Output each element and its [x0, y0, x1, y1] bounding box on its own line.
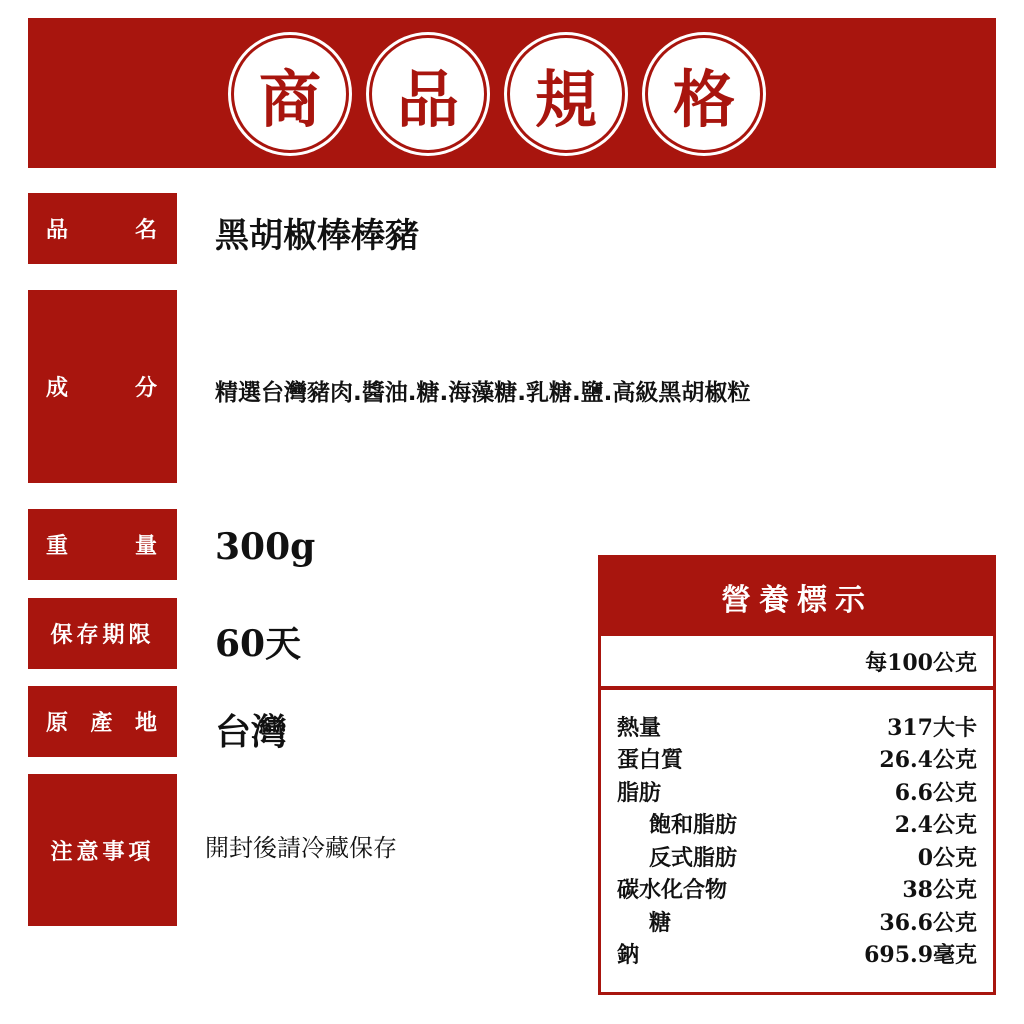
- ingredients-label: [28, 290, 177, 483]
- nutrient-name: 糖: [649, 909, 672, 936]
- nutrition-row: [617, 840, 977, 873]
- origin-value: 台灣: [215, 712, 288, 753]
- ingredients-label-char: 分: [134, 376, 159, 401]
- name-label: [28, 193, 177, 264]
- weight-label-char: 量: [134, 534, 159, 559]
- weight-value: 300g: [215, 526, 316, 568]
- title-circles: [228, 32, 766, 156]
- nutrition-per-serving: 每100公克: [865, 649, 977, 676]
- title-char: 格: [648, 38, 760, 150]
- nutrient-value: 0公克: [917, 844, 977, 871]
- ingredients-value: 精選台灣豬肉.醬油.糖.海藻糖.乳糖.鹽.高級黑胡椒粒: [215, 380, 751, 406]
- nutrition-row: [617, 873, 977, 906]
- nutrient-name: 蛋白質: [617, 747, 684, 774]
- name-label-char: 名: [134, 218, 159, 243]
- nutrient-name: 熱量: [617, 714, 662, 741]
- nutrient-name: 脂肪: [617, 779, 662, 806]
- nutrition-table: [598, 555, 996, 995]
- notes-label: [28, 774, 177, 926]
- nutrient-value: 6.6公克: [894, 779, 977, 806]
- name-label-char: 品: [46, 218, 71, 243]
- nutrient-value: 317大卡: [887, 714, 977, 741]
- shelf-life-value: 60天: [215, 623, 302, 665]
- notes-value: 開封後請冷藏保存: [205, 834, 397, 862]
- nutrition-row: [617, 808, 977, 841]
- weight-label: [28, 509, 177, 580]
- nutrient-value: 38公克: [902, 877, 977, 904]
- nutrient-name: 反式脂肪: [649, 844, 738, 871]
- origin-label: [28, 686, 177, 757]
- nutrition-row: [617, 710, 977, 743]
- nutrient-name: 碳水化合物: [617, 877, 728, 904]
- nutrition-row: [617, 905, 977, 938]
- origin-label-char: 地: [134, 711, 159, 736]
- nutrition-row: [617, 775, 977, 808]
- origin-label-char: 原: [46, 711, 71, 736]
- nutrient-value: 26.4公克: [879, 747, 977, 774]
- title-char: 規: [510, 38, 622, 150]
- ingredients-label-char: 成: [46, 376, 71, 401]
- shelf-life-label-text: 保存期限: [50, 623, 155, 648]
- nutrient-name: 鈉: [617, 942, 640, 969]
- title-char: 商: [234, 38, 346, 150]
- shelf-life-label: [28, 598, 177, 669]
- weight-label-char: 重: [46, 534, 71, 559]
- notes-label-text: 注意事項: [50, 839, 155, 865]
- nutrition-row: [617, 938, 977, 971]
- nutrition-row: [617, 743, 977, 776]
- title-char: 品: [372, 38, 484, 150]
- nutrient-value: 695.9毫克: [864, 942, 977, 969]
- title-banner: [28, 18, 996, 168]
- origin-label-char: 產: [90, 711, 115, 736]
- nutrition-title: 營養標示: [601, 558, 993, 636]
- nutrition-rows: [601, 690, 993, 970]
- nutrient-name: 飽和脂肪: [649, 812, 738, 839]
- nutrient-value: 36.6公克: [879, 909, 977, 936]
- product-name: 黑胡椒棒棒豬: [215, 216, 419, 256]
- nutrient-value: 2.4公克: [894, 812, 977, 839]
